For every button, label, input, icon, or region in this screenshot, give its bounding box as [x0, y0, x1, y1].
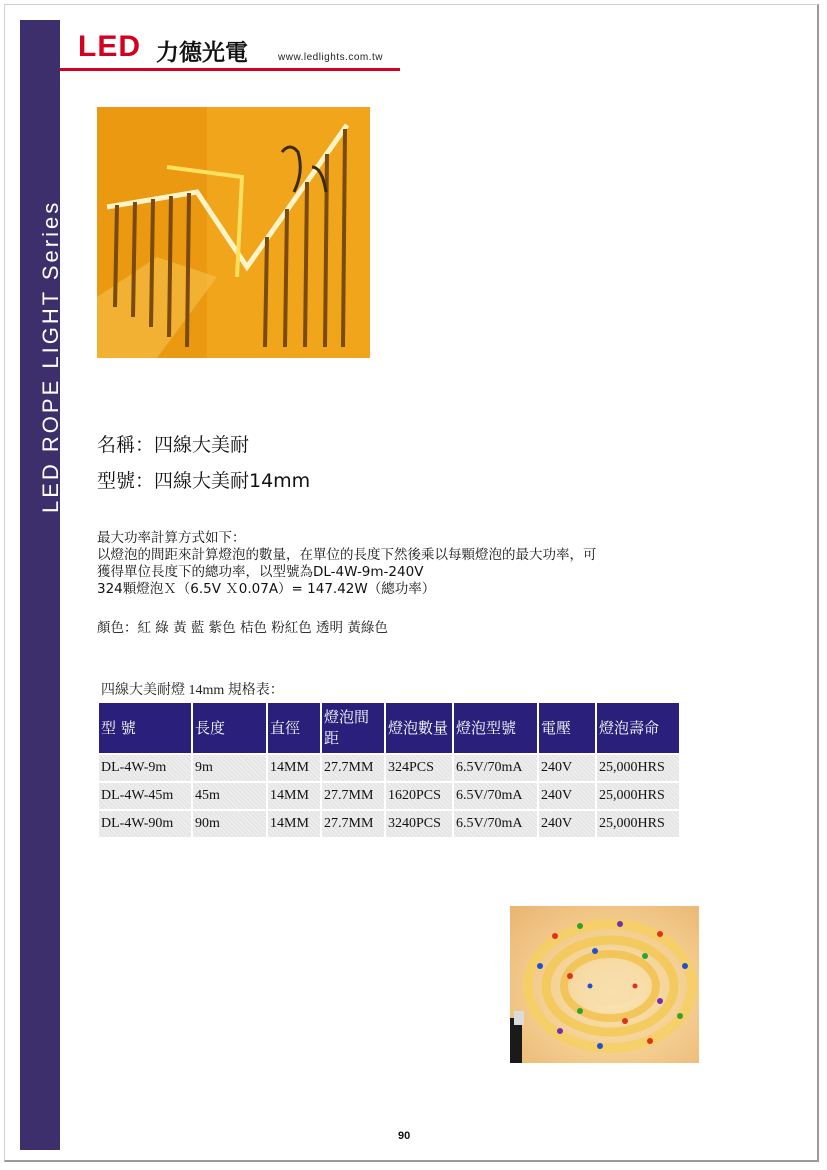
colors-line: 顏色：紅 綠 黃 藍 紫色 桔色 粉紅色 透明 黃綠色	[97, 620, 388, 636]
rope-light-photo	[510, 906, 699, 1063]
cell-life: 25,000HRS	[597, 755, 679, 781]
header-length: 長度	[193, 703, 266, 753]
table-row	[99, 811, 679, 837]
header-voltage: 電壓	[539, 703, 595, 753]
cell-length: 9m	[193, 755, 266, 781]
cell-bulb-type: 6.5V/70mA	[454, 811, 537, 837]
cell-bulb-type: 6.5V/70mA	[454, 755, 537, 781]
cell-count: 3240PCS	[386, 811, 452, 837]
cell-model: DL-4W-9m	[99, 755, 191, 781]
cell-life: 25,000HRS	[597, 783, 679, 809]
product-name: 名稱：四線大美耐	[97, 434, 250, 456]
cell-spacing: 27.7MM	[322, 755, 384, 781]
cell-length: 90m	[193, 811, 266, 837]
cell-diameter: 14MM	[268, 783, 320, 809]
cell-spacing: 27.7MM	[322, 811, 384, 837]
spec-header-row	[99, 703, 679, 753]
spec-table	[97, 701, 681, 839]
header-bulb-life: 燈泡壽命	[597, 703, 679, 753]
page-number: 90	[398, 1130, 411, 1142]
website-url[interactable]: www.ledlights.com.tw	[278, 52, 384, 63]
cell-spacing: 27.7MM	[322, 783, 384, 809]
header-bulb-count: 燈泡數量	[386, 703, 452, 753]
staircase-photo	[97, 107, 370, 358]
cell-model: DL-4W-45m	[99, 783, 191, 809]
cell-length: 45m	[193, 783, 266, 809]
cell-voltage: 240V	[539, 783, 595, 809]
header	[60, 30, 405, 74]
header-bulb-type: 燈泡型號	[454, 703, 537, 753]
table-row	[99, 783, 679, 809]
table-row	[99, 755, 679, 781]
cell-count: 324PCS	[386, 755, 452, 781]
rope-light-illustration	[510, 906, 699, 1063]
header-diameter: 直徑	[268, 703, 320, 753]
cell-life: 25,000HRS	[597, 811, 679, 837]
calc-line-2: 以燈泡的間距來計算燈泡的數量，在單位的長度下然後乘以每顆燈泡的最大功率，可	[97, 547, 597, 563]
header-model: 型 號	[99, 703, 191, 753]
calc-line-3: 獲得單位長度下的總功率，以型號為DL-4W-9m-240V	[97, 564, 424, 580]
cell-diameter: 14MM	[268, 755, 320, 781]
calc-heading: 最大功率計算方式如下：	[97, 530, 246, 546]
cell-voltage: 240V	[539, 811, 595, 837]
cell-model: DL-4W-90m	[99, 811, 191, 837]
series-title: LED ROPE LIGHT Series	[38, 199, 63, 513]
staircase-illustration	[97, 107, 370, 358]
header-rule	[60, 68, 400, 71]
table-caption: 四線大美耐燈 14mm 規格表：	[101, 683, 284, 698]
cell-diameter: 14MM	[268, 811, 320, 837]
logo-company-name: 力德光電	[156, 40, 248, 66]
product-model: 型號：四線大美耐14mm	[97, 470, 311, 492]
cell-count: 1620PCS	[386, 783, 452, 809]
cell-voltage: 240V	[539, 755, 595, 781]
logo-led: LED	[78, 30, 141, 63]
header-bulb-spacing: 燈泡間距	[322, 703, 384, 753]
calc-line-4: 324顆燈泡Ｘ（6.5V Ｘ0.07A）= 147.42W（總功率）	[97, 581, 436, 597]
cell-bulb-type: 6.5V/70mA	[454, 783, 537, 809]
